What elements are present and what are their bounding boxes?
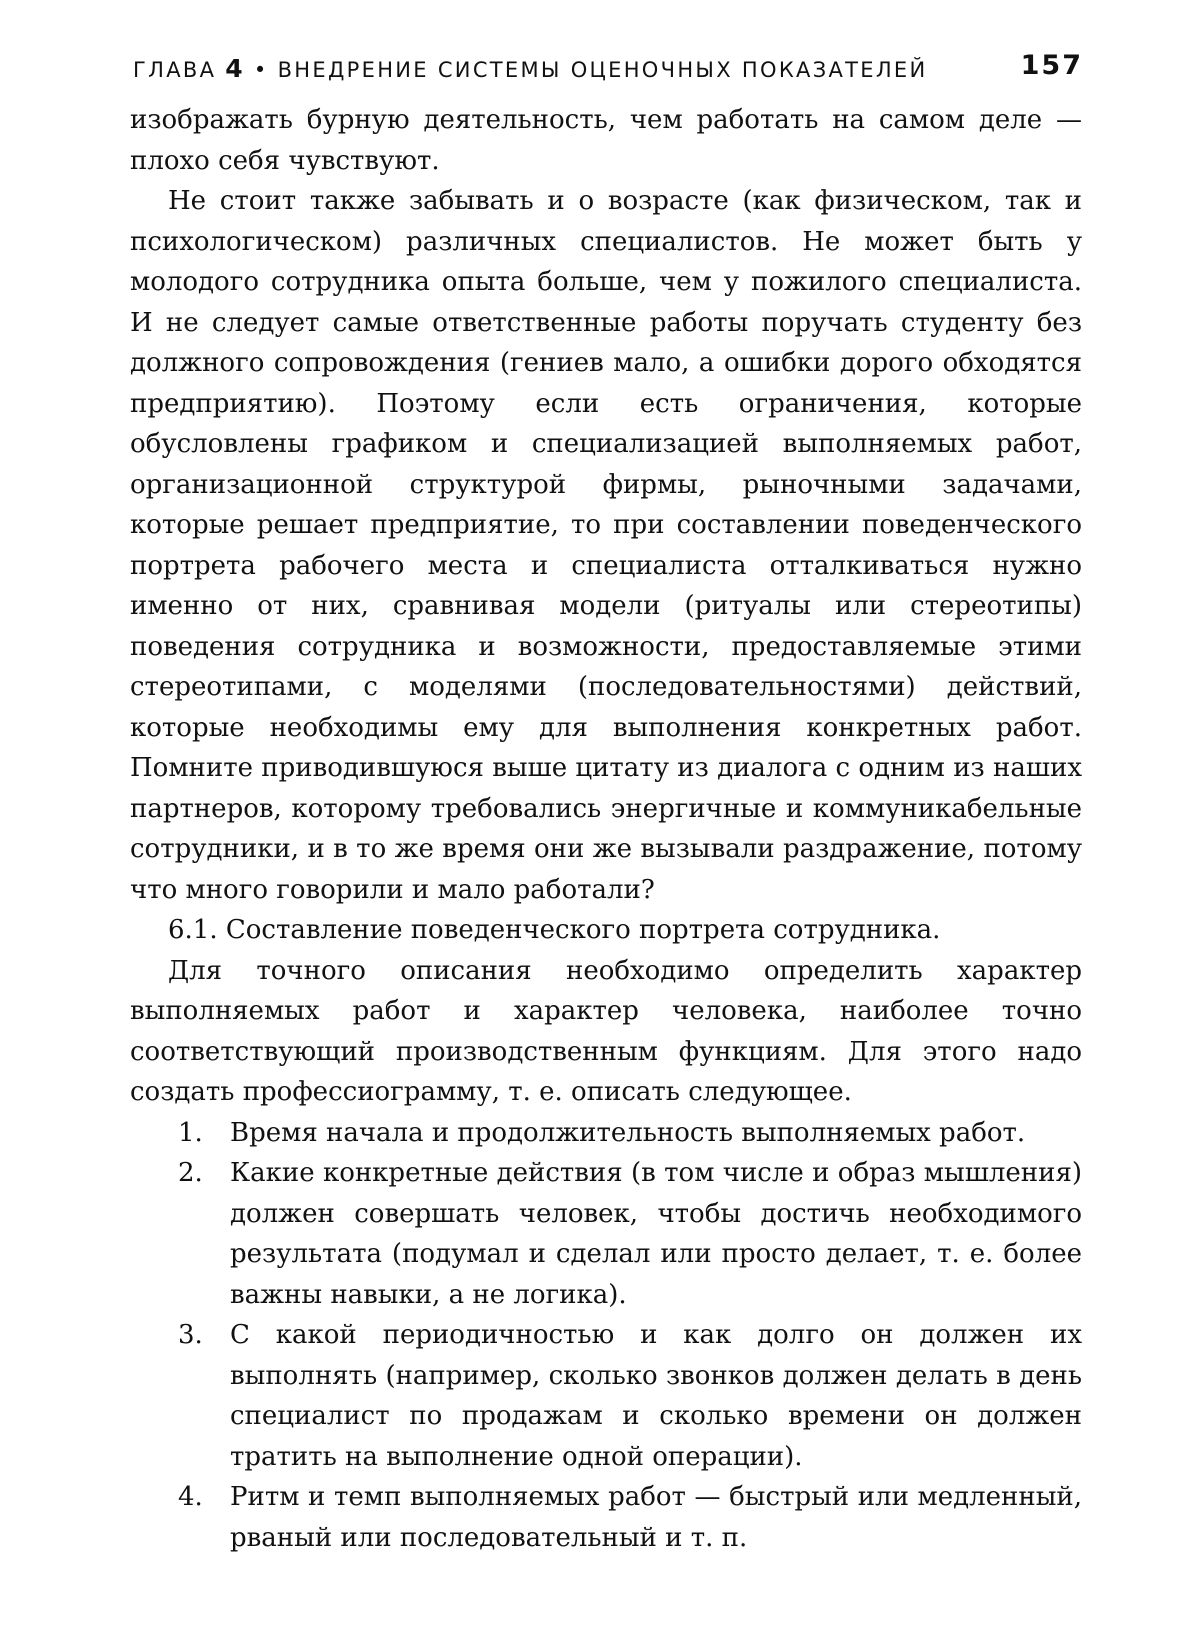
paragraph-intro: Для точного описания необходимо определить характер выполняемых работ и характер человека, наиболее точно соответствующий производственным функциям. Для этого надо создать профессиограмму, т. е. описать следующее. [130, 955, 1082, 1107]
page-number: 157 [1020, 50, 1083, 81]
running-header [133, 46, 1083, 86]
chapter-number: 4 [225, 54, 245, 83]
list-item-number: 2. [178, 1158, 203, 1188]
title-separator: • [253, 58, 269, 82]
chapter-label: ГЛАВА [133, 58, 217, 82]
chapter-title [133, 54, 928, 83]
paragraph-age: Не стоит также забывать и о возрасте (как физическом, так и психологическом) различных специалистов. Не может быть у молодого сотрудника опыта больше, чем у пожилого специалиста. И не следует самые ответственные работы поручать студенту без должного сопровождения (гениев мало, а ошибки дорого обходятся предприятию). Поэтому если есть ограничения, которые обусловлены графиком и специализацией выполняемых работ, организационной структурой фирмы, рыночными задачами, которые решает предприятие, то при составлении поведенческого портрета рабочего места и специалиста отталкиваться нужно именно от них, сравнивая модели (ритуалы или стереотипы) поведения сотрудника и возможности, предоставляемые этими стереотипами, с моделями (последовательностями) действий, которые необходимы ему для выполнения конкретных работ. Помните приводившуюся выше цитату из диалога с одним из наших партнеров, которому требовались энергичные и коммуникабельные сотрудники, и в то же время они же вызывали раздражение, потому что много говорили и мало работали? [130, 186, 1082, 905]
list-item [130, 1113, 1082, 1154]
body-text [130, 100, 1082, 1558]
section-heading: 6.1. Составление поведенческого портрета сотрудника. [168, 915, 941, 945]
list-item-number: 4. [178, 1482, 203, 1512]
list-item-text: С какой периодичностью и как долго он должен их выполнять (например, сколько звонков должен делать в день специалист по продажам и сколько времени он должен тратить на выполнение одной операции). [230, 1320, 1082, 1472]
numbered-list [130, 1113, 1082, 1559]
list-item-text: Время начала и продолжительность выполняемых работ. [230, 1117, 1026, 1148]
list-item [130, 1477, 1082, 1558]
list-item [130, 1315, 1082, 1477]
list-item [130, 1153, 1082, 1315]
list-item-number: 1. [178, 1117, 203, 1148]
list-item-text: Ритм и темп выполняемых работ — быстрый или медленный, рваный или последовательный и т. п. [230, 1482, 1082, 1553]
paragraph-continuation: изображать бурную деятельность, чем работать на самом деле — плохо себя чувствуют. [130, 105, 1082, 176]
chapter-title-text: ВНЕДРЕНИЕ СИСТЕМЫ ОЦЕНОЧНЫХ ПОКАЗАТЕЛЕЙ [277, 58, 928, 82]
list-item-text: Какие конкретные действия (в том числе и образ мышления) должен совершать человек, чтобы достичь необходимого результата (подумал и сделал или просто делает, т. е. более важны навыки, а не логика). [230, 1158, 1082, 1310]
list-item-number: 3. [178, 1320, 203, 1350]
